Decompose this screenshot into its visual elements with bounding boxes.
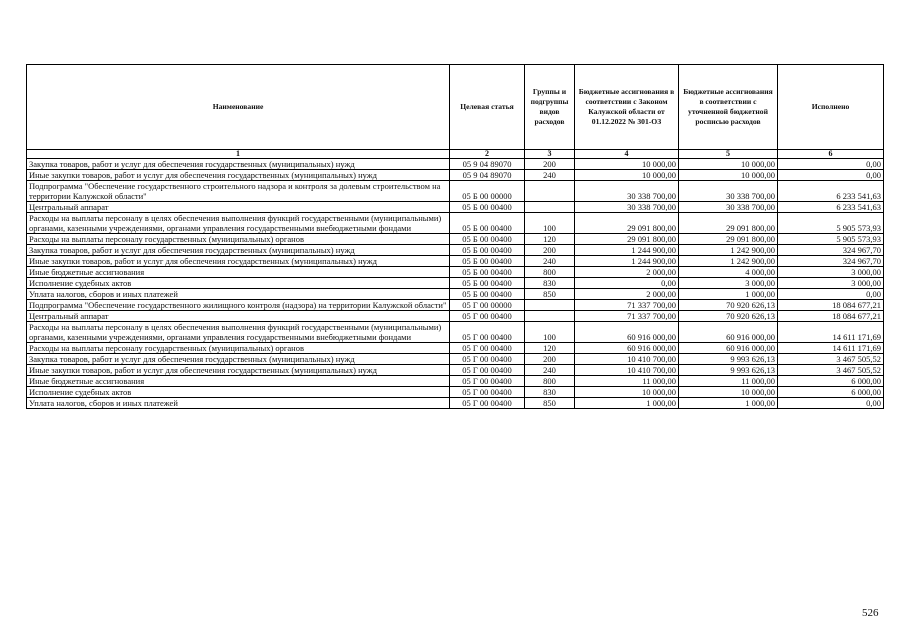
cell-allocation-revised: 3 000,00 — [679, 278, 778, 289]
cell-target-article: 05 Г 00 00400 — [450, 354, 525, 365]
table-row — [27, 170, 884, 181]
cell-executed: 324 967,70 — [778, 256, 884, 267]
table-row — [27, 398, 884, 409]
cell-allocation-law: 2 000,00 — [575, 267, 679, 278]
column-number: 1 — [27, 150, 450, 159]
cell-allocation-law: 1 244 900,00 — [575, 245, 679, 256]
cell-allocation-law: 10 410 700,00 — [575, 354, 679, 365]
cell-executed: 0,00 — [778, 170, 884, 181]
cell-executed: 0,00 — [778, 159, 884, 170]
cell-allocation-law: 10 000,00 — [575, 170, 679, 181]
cell-allocation-revised: 29 091 800,00 — [679, 213, 778, 234]
table-row — [27, 256, 884, 267]
cell-allocation-law: 30 338 700,00 — [575, 181, 679, 202]
cell-allocation-revised: 1 000,00 — [679, 398, 778, 409]
cell-name: Центральный аппарат — [27, 202, 450, 213]
cell-allocation-revised: 29 091 800,00 — [679, 234, 778, 245]
cell-expense-group: 100 — [525, 213, 575, 234]
cell-allocation-revised: 1 242 900,00 — [679, 256, 778, 267]
cell-allocation-law: 10 410 700,00 — [575, 365, 679, 376]
table-body — [27, 159, 884, 409]
cell-expense-group: 240 — [525, 365, 575, 376]
cell-executed: 6 000,00 — [778, 387, 884, 398]
cell-allocation-law: 71 337 700,00 — [575, 300, 679, 311]
header-allocations-revised: Бюджетные ассигнования в соответствии с уточненной бюджетной росписью расходов — [679, 65, 778, 150]
column-number: 3 — [525, 150, 575, 159]
cell-expense-group: 800 — [525, 376, 575, 387]
table-row — [27, 343, 884, 354]
cell-executed: 5 905 573,93 — [778, 213, 884, 234]
table-row — [27, 289, 884, 300]
cell-allocation-law: 71 337 700,00 — [575, 311, 679, 322]
table-row — [27, 376, 884, 387]
column-number: 5 — [679, 150, 778, 159]
cell-expense-group: 240 — [525, 170, 575, 181]
cell-expense-group — [525, 300, 575, 311]
cell-target-article: 05 Г 00 00400 — [450, 322, 525, 343]
column-number: 4 — [575, 150, 679, 159]
cell-allocation-law: 29 091 800,00 — [575, 213, 679, 234]
cell-target-article: 05 Б 00 00400 — [450, 289, 525, 300]
cell-expense-group: 830 — [525, 278, 575, 289]
cell-expense-group: 850 — [525, 289, 575, 300]
table-row — [27, 311, 884, 322]
cell-expense-group: 200 — [525, 354, 575, 365]
cell-name: Иные закупки товаров, работ и услуг для обеспечения государственных (муниципальных) нужд — [27, 365, 450, 376]
cell-executed: 0,00 — [778, 289, 884, 300]
cell-allocation-law: 11 000,00 — [575, 376, 679, 387]
cell-executed: 324 967,70 — [778, 245, 884, 256]
cell-name: Закупка товаров, работ и услуг для обеспечения государственных (муниципальных) нужд — [27, 159, 450, 170]
cell-target-article: 05 Б 00 00400 — [450, 256, 525, 267]
cell-expense-group — [525, 202, 575, 213]
table-row — [27, 322, 884, 343]
cell-name: Закупка товаров, работ и услуг для обеспечения государственных (муниципальных) нужд — [27, 245, 450, 256]
cell-executed: 6 233 541,63 — [778, 202, 884, 213]
cell-allocation-revised: 10 000,00 — [679, 387, 778, 398]
cell-name: Иные закупки товаров, работ и услуг для обеспечения государственных (муниципальных) нужд — [27, 170, 450, 181]
cell-target-article: 05 Г 00 00000 — [450, 300, 525, 311]
table-row — [27, 365, 884, 376]
cell-allocation-revised: 10 000,00 — [679, 170, 778, 181]
header-executed: Исполнено — [778, 65, 884, 150]
cell-name: Исполнение судебных актов — [27, 278, 450, 289]
cell-target-article: 05 Б 00 00400 — [450, 278, 525, 289]
cell-executed: 14 611 171,69 — [778, 322, 884, 343]
cell-executed: 6 233 541,63 — [778, 181, 884, 202]
cell-executed: 14 611 171,69 — [778, 343, 884, 354]
cell-expense-group: 120 — [525, 343, 575, 354]
column-number: 6 — [778, 150, 884, 159]
cell-name: Закупка товаров, работ и услуг для обеспечения государственных (муниципальных) нужд — [27, 354, 450, 365]
budget-execution-table — [26, 64, 884, 409]
table-row — [27, 245, 884, 256]
cell-executed: 3 000,00 — [778, 267, 884, 278]
cell-target-article: 05 Б 00 00000 — [450, 181, 525, 202]
cell-target-article: 05 Г 00 00400 — [450, 343, 525, 354]
cell-expense-group: 200 — [525, 245, 575, 256]
header-expense-groups: Группы и подгруппы видов расходов — [525, 65, 575, 150]
cell-target-article: 05 Г 00 00400 — [450, 387, 525, 398]
table-row — [27, 202, 884, 213]
cell-allocation-law: 29 091 800,00 — [575, 234, 679, 245]
cell-allocation-revised: 60 916 000,00 — [679, 322, 778, 343]
table-row — [27, 387, 884, 398]
cell-target-article: 05 Г 00 00400 — [450, 311, 525, 322]
cell-allocation-law: 0,00 — [575, 278, 679, 289]
cell-executed: 3 467 505,52 — [778, 365, 884, 376]
page-number: 526 — [862, 607, 879, 619]
cell-allocation-law: 30 338 700,00 — [575, 202, 679, 213]
table-row — [27, 278, 884, 289]
cell-target-article: 05 9 04 89070 — [450, 170, 525, 181]
cell-allocation-law: 1 000,00 — [575, 398, 679, 409]
cell-executed: 5 905 573,93 — [778, 234, 884, 245]
cell-allocation-law: 1 244 900,00 — [575, 256, 679, 267]
header-allocations-law: Бюджетные ассигнования в соответствии с Законом Калужской области от 01.12.2022 № 301-ОЗ — [575, 65, 679, 150]
cell-executed: 3 467 505,52 — [778, 354, 884, 365]
cell-target-article: 05 Г 00 00400 — [450, 365, 525, 376]
cell-target-article: 05 Б 00 00400 — [450, 267, 525, 278]
cell-executed: 18 084 677,21 — [778, 311, 884, 322]
cell-name: Подпрограмма "Обеспечение государственного строительного надзора и контроля за долевым строительством на территории Калужской области" — [27, 181, 450, 202]
cell-name: Расходы на выплаты персоналу в целях обеспечения выполнения функций государственными (муниципальными) органами, казенными учреждениями, органами управления государственными внебюджетными фондами — [27, 213, 450, 234]
cell-allocation-law: 10 000,00 — [575, 159, 679, 170]
cell-expense-group — [525, 311, 575, 322]
cell-target-article: 05 9 04 89070 — [450, 159, 525, 170]
cell-name: Исполнение судебных актов — [27, 387, 450, 398]
cell-executed: 3 000,00 — [778, 278, 884, 289]
cell-allocation-revised: 9 993 626,13 — [679, 365, 778, 376]
cell-expense-group — [525, 181, 575, 202]
cell-name: Расходы на выплаты персоналу государственных (муниципальных) органов — [27, 343, 450, 354]
table-row — [27, 213, 884, 234]
cell-target-article: 05 Г 00 00400 — [450, 376, 525, 387]
cell-target-article: 05 Г 00 00400 — [450, 398, 525, 409]
cell-expense-group: 850 — [525, 398, 575, 409]
cell-name: Уплата налогов, сборов и иных платежей — [27, 398, 450, 409]
cell-allocation-revised: 70 920 626,13 — [679, 311, 778, 322]
cell-expense-group: 800 — [525, 267, 575, 278]
column-number: 2 — [450, 150, 525, 159]
cell-name: Расходы на выплаты персоналу в целях обеспечения выполнения функций государственными (муниципальными) органами, казенными учреждениями, органами управления государственными внебюджетными фондами — [27, 322, 450, 343]
table-row — [27, 181, 884, 202]
cell-name: Центральный аппарат — [27, 311, 450, 322]
cell-allocation-revised: 9 993 626,13 — [679, 354, 778, 365]
cell-allocation-law: 2 000,00 — [575, 289, 679, 300]
table-row — [27, 159, 884, 170]
cell-allocation-revised: 30 338 700,00 — [679, 202, 778, 213]
cell-expense-group: 830 — [525, 387, 575, 398]
cell-expense-group: 240 — [525, 256, 575, 267]
cell-allocation-revised: 30 338 700,00 — [679, 181, 778, 202]
cell-allocation-revised: 1 242 900,00 — [679, 245, 778, 256]
cell-expense-group: 120 — [525, 234, 575, 245]
cell-allocation-revised: 10 000,00 — [679, 159, 778, 170]
cell-allocation-law: 60 916 000,00 — [575, 322, 679, 343]
cell-name: Уплата налогов, сборов и иных платежей — [27, 289, 450, 300]
cell-target-article: 05 Б 00 00400 — [450, 213, 525, 234]
table-row — [27, 354, 884, 365]
cell-name: Иные бюджетные ассигнования — [27, 376, 450, 387]
cell-allocation-revised: 11 000,00 — [679, 376, 778, 387]
cell-allocation-revised: 60 916 000,00 — [679, 343, 778, 354]
cell-name: Подпрограмма "Обеспечение государственного жилищного контроля (надзора) на территории Калужской области" — [27, 300, 450, 311]
table-row — [27, 234, 884, 245]
cell-executed: 18 084 677,21 — [778, 300, 884, 311]
header-target-article: Целевая статья — [450, 65, 525, 150]
cell-target-article: 05 Б 00 00400 — [450, 245, 525, 256]
cell-allocation-law: 10 000,00 — [575, 387, 679, 398]
cell-executed: 6 000,00 — [778, 376, 884, 387]
cell-allocation-revised: 4 000,00 — [679, 267, 778, 278]
cell-allocation-revised: 70 920 626,13 — [679, 300, 778, 311]
cell-target-article: 05 Б 00 00400 — [450, 202, 525, 213]
table-row — [27, 267, 884, 278]
cell-allocation-revised: 1 000,00 — [679, 289, 778, 300]
cell-name: Иные закупки товаров, работ и услуг для обеспечения государственных (муниципальных) нужд — [27, 256, 450, 267]
table-row — [27, 300, 884, 311]
cell-name: Расходы на выплаты персоналу государственных (муниципальных) органов — [27, 234, 450, 245]
header-name: Наименование — [27, 65, 450, 150]
cell-target-article: 05 Б 00 00400 — [450, 234, 525, 245]
cell-allocation-law: 60 916 000,00 — [575, 343, 679, 354]
cell-expense-group: 200 — [525, 159, 575, 170]
cell-executed: 0,00 — [778, 398, 884, 409]
cell-expense-group: 100 — [525, 322, 575, 343]
cell-name: Иные бюджетные ассигнования — [27, 267, 450, 278]
